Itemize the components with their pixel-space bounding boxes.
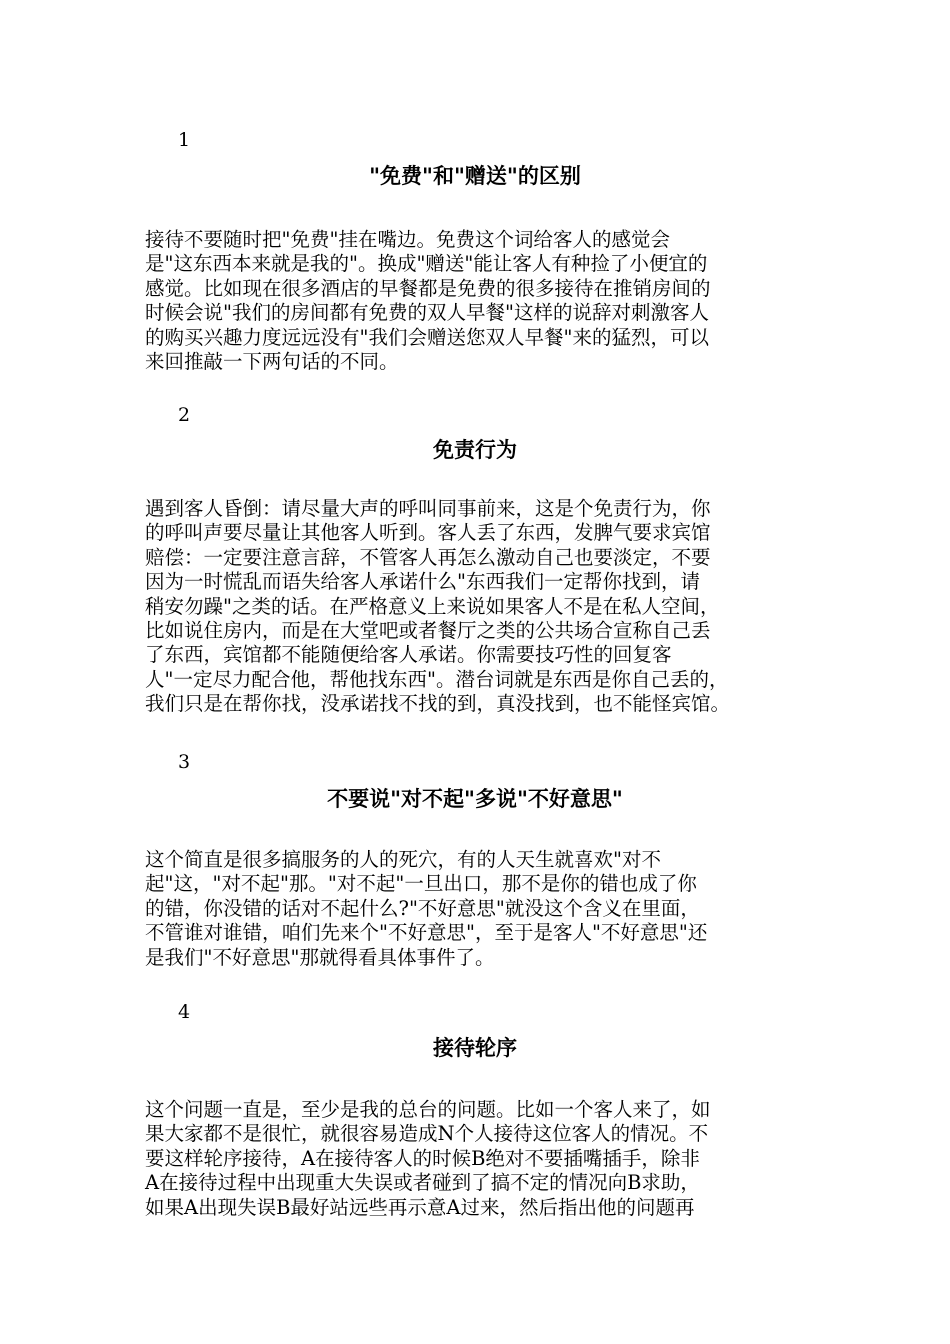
paragraph-line: 接待不要随时把"免费"挂在嘴边。免费这个词给客人的感觉会 (145, 228, 670, 251)
paragraph-line: 赔偿：一定要注意言辞，不管客人再怎么激动自己也要淡定，不要 (145, 545, 711, 569)
paragraph-line: 人"一定尽力配合他，帮他找东西"。潜台词就是东西是你自己丢的， (145, 667, 729, 691)
section-paragraph (145, 497, 815, 717)
paragraph-line: 是"这东西本来就是我的"。换成"赠送"能让客人有种捡了小便宜的 (145, 252, 708, 276)
section-title: 免责行为 (433, 438, 517, 462)
paragraph-line: 的购买兴趣力度远远没有"我们会赠送您双人早餐"来的猛烈，可以 (145, 325, 709, 349)
paragraph-line: 要这样轮序接待，A在接待客人的时候B绝对不要插嘴插手，除非 (145, 1146, 700, 1170)
section-number: 4 (178, 1001, 191, 1023)
paragraph-line: 的错，你没错的话对不起什么?"不好意思"就没这个含义在里面， (145, 896, 700, 920)
paragraph-line: 感觉。比如现在很多酒店的早餐都是免费的很多接待在推销房间的 (145, 276, 711, 300)
section-title: 接待轮序 (433, 1036, 517, 1060)
paragraph-line: 起"这，"对不起"那。"对不起"一旦出口，那不是你的错也成了你 (145, 872, 697, 896)
paragraph-line: 这个简直是很多搞服务的人的死穴，有的人天生就喜欢"对不 (145, 848, 661, 871)
paragraph-line: 这个问题一直是，至少是我的总台的问题。比如一个客人来了，如 (145, 1098, 711, 1121)
paragraph-line: 遇到客人昏倒：请尽量大声的呼叫同事前来，这是个免责行为，你 (145, 497, 711, 520)
paragraph-line: A在接待过程中出现重大失误或者碰到了搞不定的情况向B求助， (145, 1171, 700, 1195)
paragraph-line: 时候会说"我们的房间都有免费的双人早餐"这样的说辞对刺激客人 (145, 301, 709, 325)
paragraph-line: 如果A出现失误B最好站远些再示意A过来，然后指出他的问题再 (145, 1195, 695, 1219)
paragraph-line: 稍安勿躁"之类的话。在严格意义上来说如果客人不是在私人空间， (145, 594, 720, 618)
paragraph-line: 来回推敲一下两句话的不同。 (145, 350, 399, 374)
paragraph-line: 的呼叫声要尽量让其他客人听到。客人丢了东西，发脾气要求宾馆 (145, 521, 711, 545)
section-number: 1 (178, 129, 191, 151)
section-paragraph (145, 228, 815, 374)
paragraph-line: 比如说住房内，而是在大堂吧或者餐厅之类的公共场合宣称自己丢 (145, 619, 711, 643)
paragraph-line: 是我们"不好意思"那就得看具体事件了。 (145, 945, 495, 969)
paragraph-line: 不管谁对谁错，咱们先来个"不好意思"，至于是客人"不好意思"还 (145, 921, 708, 945)
paragraph-line: 因为一时慌乱而语失给客人承诺什么"东西我们一定帮你找到，请 (145, 570, 700, 594)
section-paragraph (145, 848, 815, 970)
section-title: "免费"和"赠送"的区别 (369, 164, 581, 188)
section-paragraph (145, 1098, 815, 1220)
paragraph-line: 我们只是在帮你找，没承诺找不找的到，真没找到，也不能怪宾馆。 (145, 692, 731, 716)
paragraph-line: 了东西，宾馆都不能随便给客人承诺。你需要技巧性的回复客 (145, 643, 672, 667)
section-number: 3 (178, 751, 191, 773)
section-number: 2 (178, 404, 191, 426)
paragraph-line: 果大家都不是很忙，就很容易造成N个人接待这位客人的情况。不 (145, 1122, 709, 1146)
section-title: 不要说"对不起"多说"不好意思" (327, 787, 623, 811)
